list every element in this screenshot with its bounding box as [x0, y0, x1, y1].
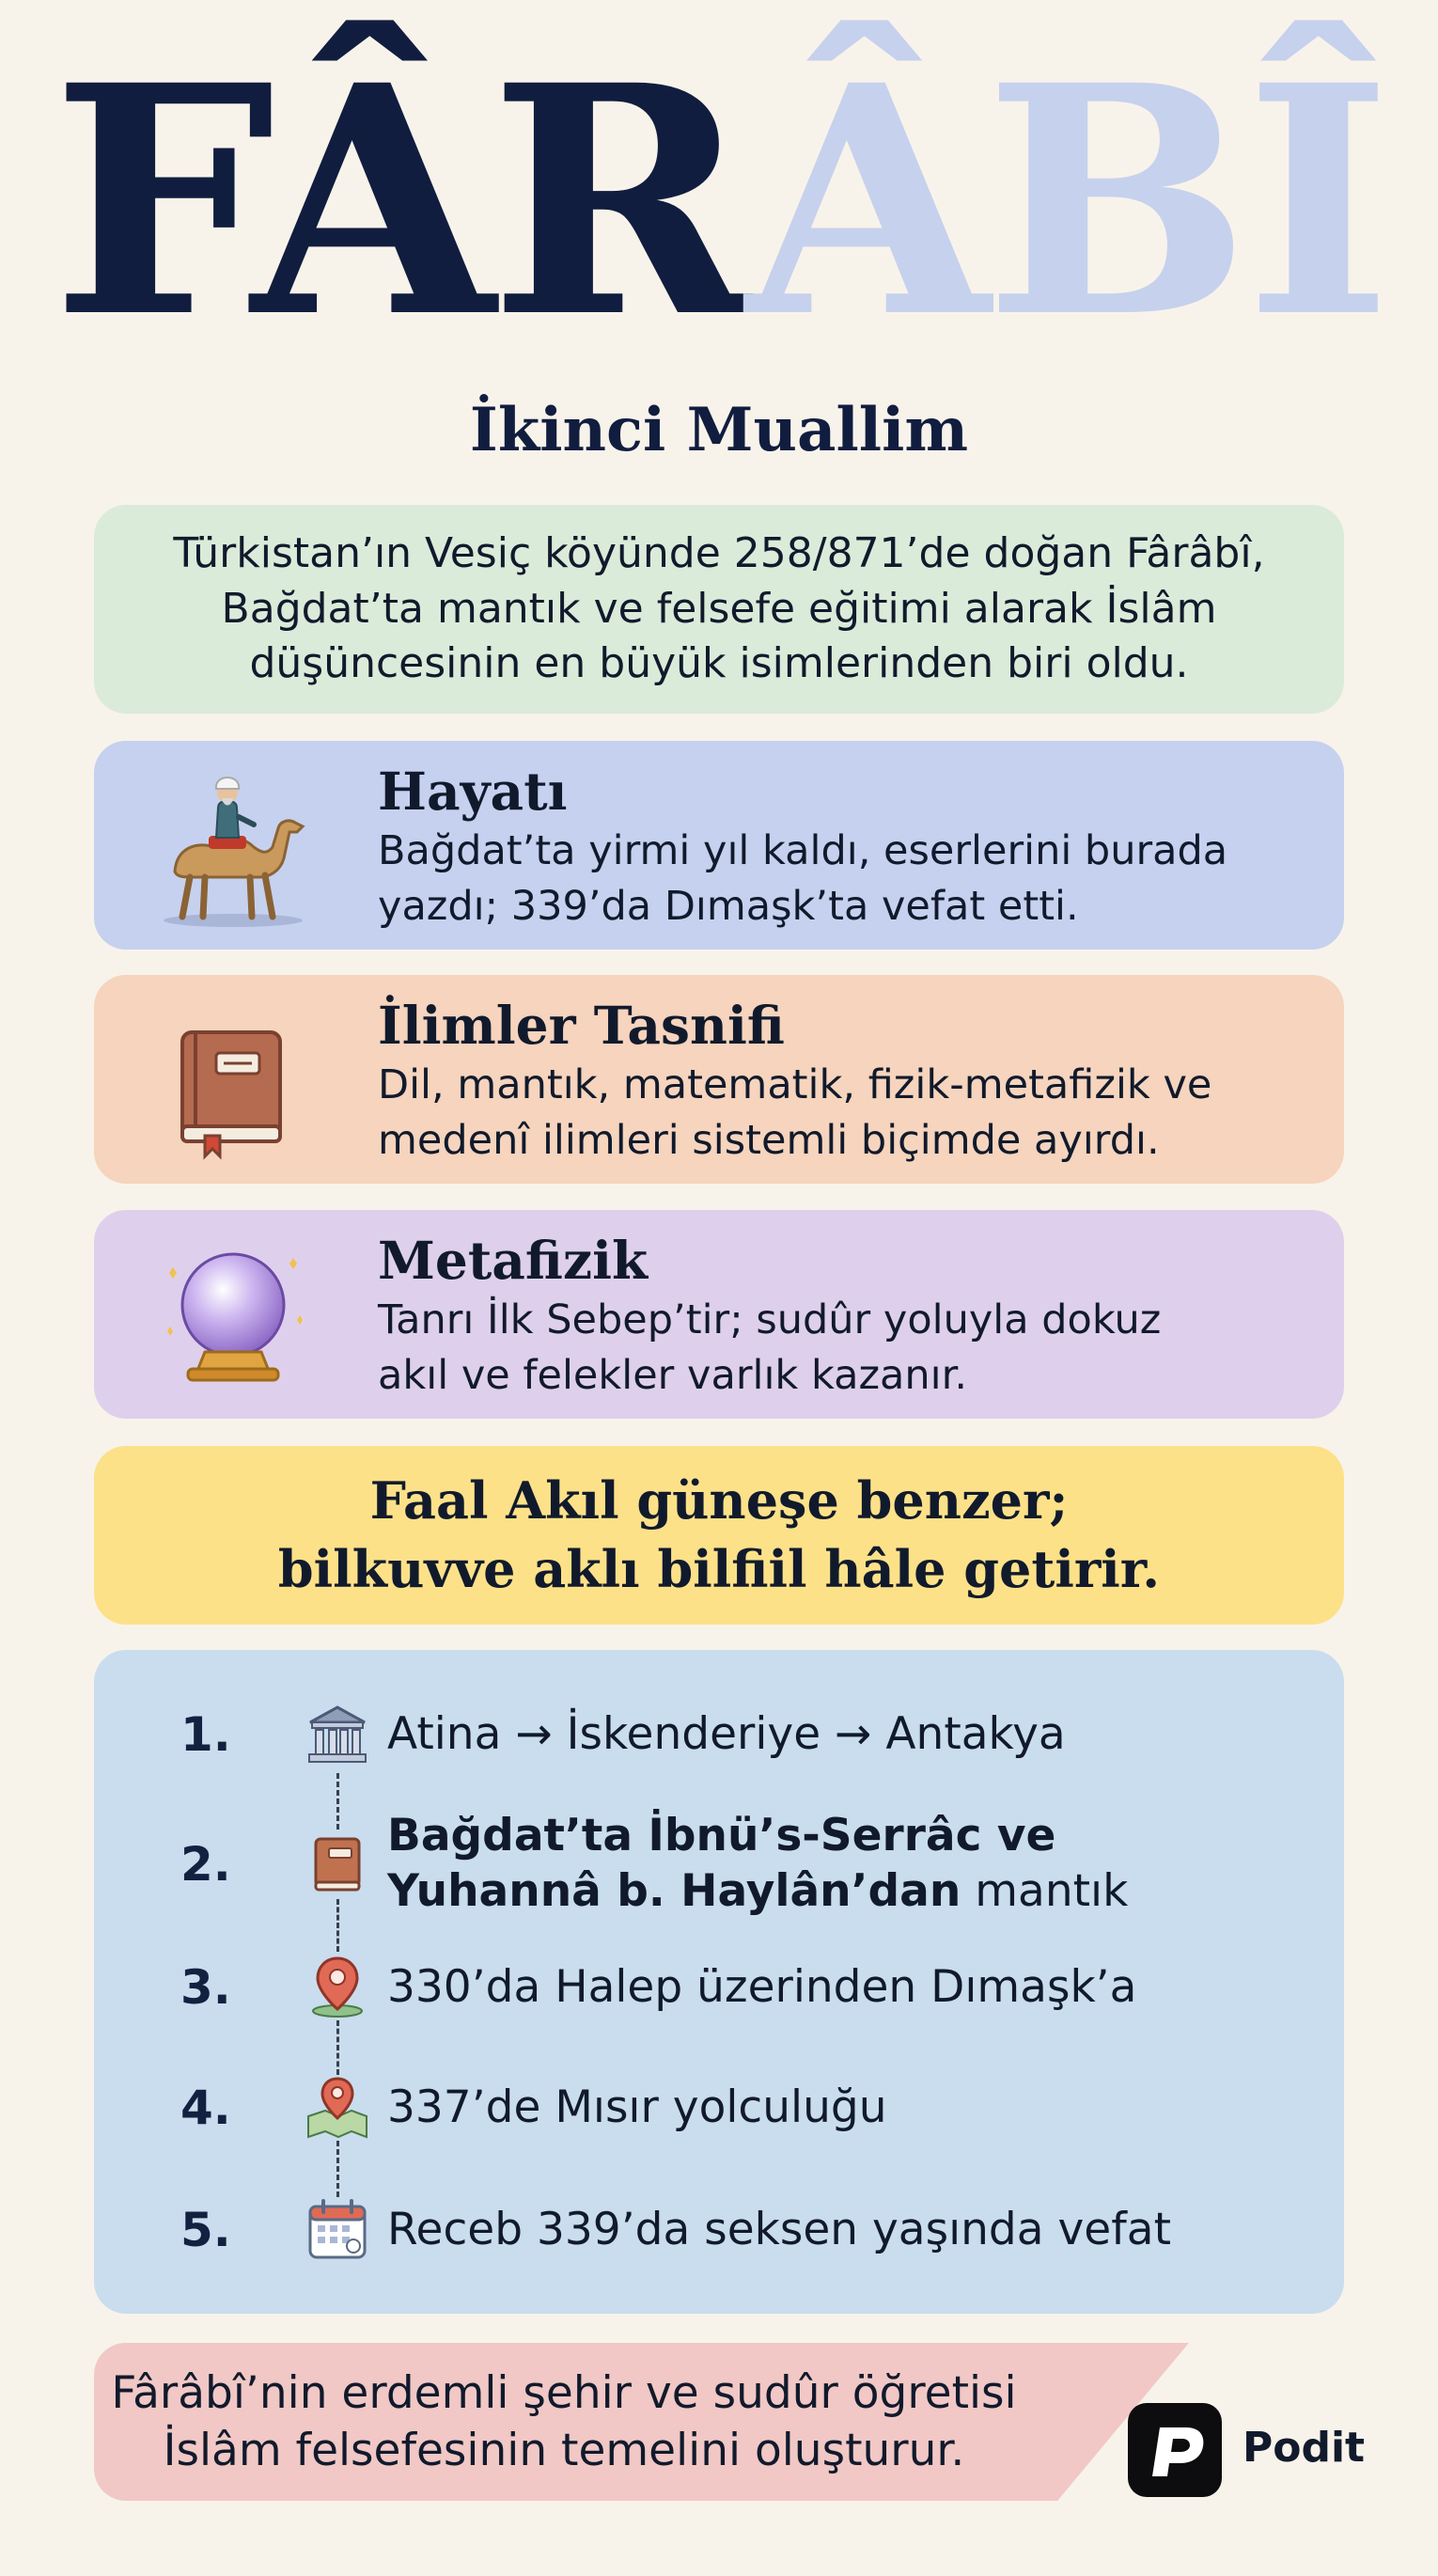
intro-text	[173, 526, 1264, 693]
page-title	[0, 17, 1438, 387]
step-number: 1.	[180, 1707, 231, 1762]
timeline-step	[94, 1810, 1344, 1917]
footer-line: İslâm felsefesinin temelini oluşturur.	[163, 2425, 965, 2476]
book-icon	[305, 1831, 370, 1897]
step-label: Atina → İskenderiye → Antakya	[387, 1707, 1066, 1760]
camel-rider-icon	[156, 761, 310, 930]
timeline-step	[94, 1955, 1344, 2020]
map-pin-icon	[305, 2075, 370, 2141]
section-line: yazdı; 339’da Dımaşk’ta vefat etti.	[378, 882, 1079, 930]
step-label	[387, 1809, 1128, 1920]
section-line: Bağdat’ta yirmi yıl kaldı, eserlerini burada	[378, 826, 1228, 874]
title-dark-part: FÂR	[51, 17, 746, 387]
crystal-ball-icon	[156, 1230, 310, 1399]
timeline-connector	[336, 1899, 339, 1952]
timeline-step	[94, 2075, 1344, 2141]
section-heading: Metafizik	[378, 1230, 649, 1291]
quote-card	[94, 1446, 1344, 1625]
metaphysics-card	[94, 1210, 1344, 1419]
step-number: 4.	[180, 2081, 231, 2135]
brand-name: Podit	[1243, 2424, 1366, 2472]
life-text	[378, 762, 1306, 933]
timeline-connector	[336, 2141, 339, 2197]
section-line: Dil, mantık, matematik, fizik-metafizik ve	[378, 1060, 1212, 1108]
quote-line: bilkuvve aklı bilfiil hâle getirir.	[277, 1539, 1161, 1599]
footer-line: Fârâbî’nin erdemli şehir ve sudûr öğretisi	[111, 2366, 1017, 2419]
metaphysics-text	[378, 1231, 1306, 1402]
timeline-connector	[336, 2020, 339, 2075]
podit-logo-icon	[1128, 2403, 1222, 2497]
classification-card	[94, 975, 1344, 1184]
intro-line: düşüncesinin en büyük isimlerinden biri oldu.	[249, 639, 1189, 688]
section-line: akıl ve felekler varlık kazanır.	[378, 1351, 967, 1399]
step-number: 2.	[180, 1837, 231, 1892]
step-number: 5.	[180, 2203, 231, 2257]
life-card	[94, 741, 1344, 950]
quote-line: Faal Akıl güneşe benzer;	[369, 1469, 1069, 1531]
step-label-bold: Yuhannâ b. Haylân’dan	[387, 1865, 961, 1917]
step-number: 3.	[180, 1960, 231, 2015]
step-label-rest: mantık	[961, 1865, 1129, 1917]
page-subtitle: İkinci Muallim	[469, 395, 969, 465]
timeline-card	[94, 1650, 1344, 2314]
step-label: Receb 339’da seksen yaşında vefat	[387, 2203, 1171, 2255]
step-label-bold: Bağdat’ta İbnü’s-Serrâc ve	[387, 1810, 1056, 1862]
quote-text	[278, 1467, 1160, 1605]
step-label: 330’da Halep üzerinden Dımaşk’a	[387, 1960, 1137, 2013]
timeline-step	[94, 2197, 1344, 2263]
intro-line: Bağdat’ta mantık ve felsefe eğitimi alarak İslâm	[221, 584, 1217, 633]
temple-icon	[305, 1702, 370, 1767]
location-pin-icon	[305, 1955, 370, 2020]
step-label: 337’de Mısır yolculuğu	[387, 2081, 887, 2133]
timeline-connector	[336, 1773, 339, 1830]
title-light-part: ÂBÎ	[745, 17, 1387, 387]
calendar-icon	[305, 2197, 370, 2263]
intro-card	[94, 505, 1344, 714]
footer-text	[94, 2343, 1034, 2501]
timeline-step	[94, 1702, 1344, 1767]
section-heading: İlimler Tasnifi	[378, 995, 785, 1056]
section-heading: Hayatı	[378, 761, 568, 822]
book-icon	[156, 995, 310, 1164]
intro-line: Türkistan’ın Vesiç köyünde 258/871’de doğan Fârâbî,	[173, 528, 1265, 577]
classification-text	[378, 996, 1306, 1167]
section-line: Tanrı İlk Sebep’tir; sudûr yoluyla dokuz	[378, 1296, 1162, 1343]
section-line: medenî ilimleri sistemli biçimde ayırdı.	[378, 1116, 1160, 1164]
